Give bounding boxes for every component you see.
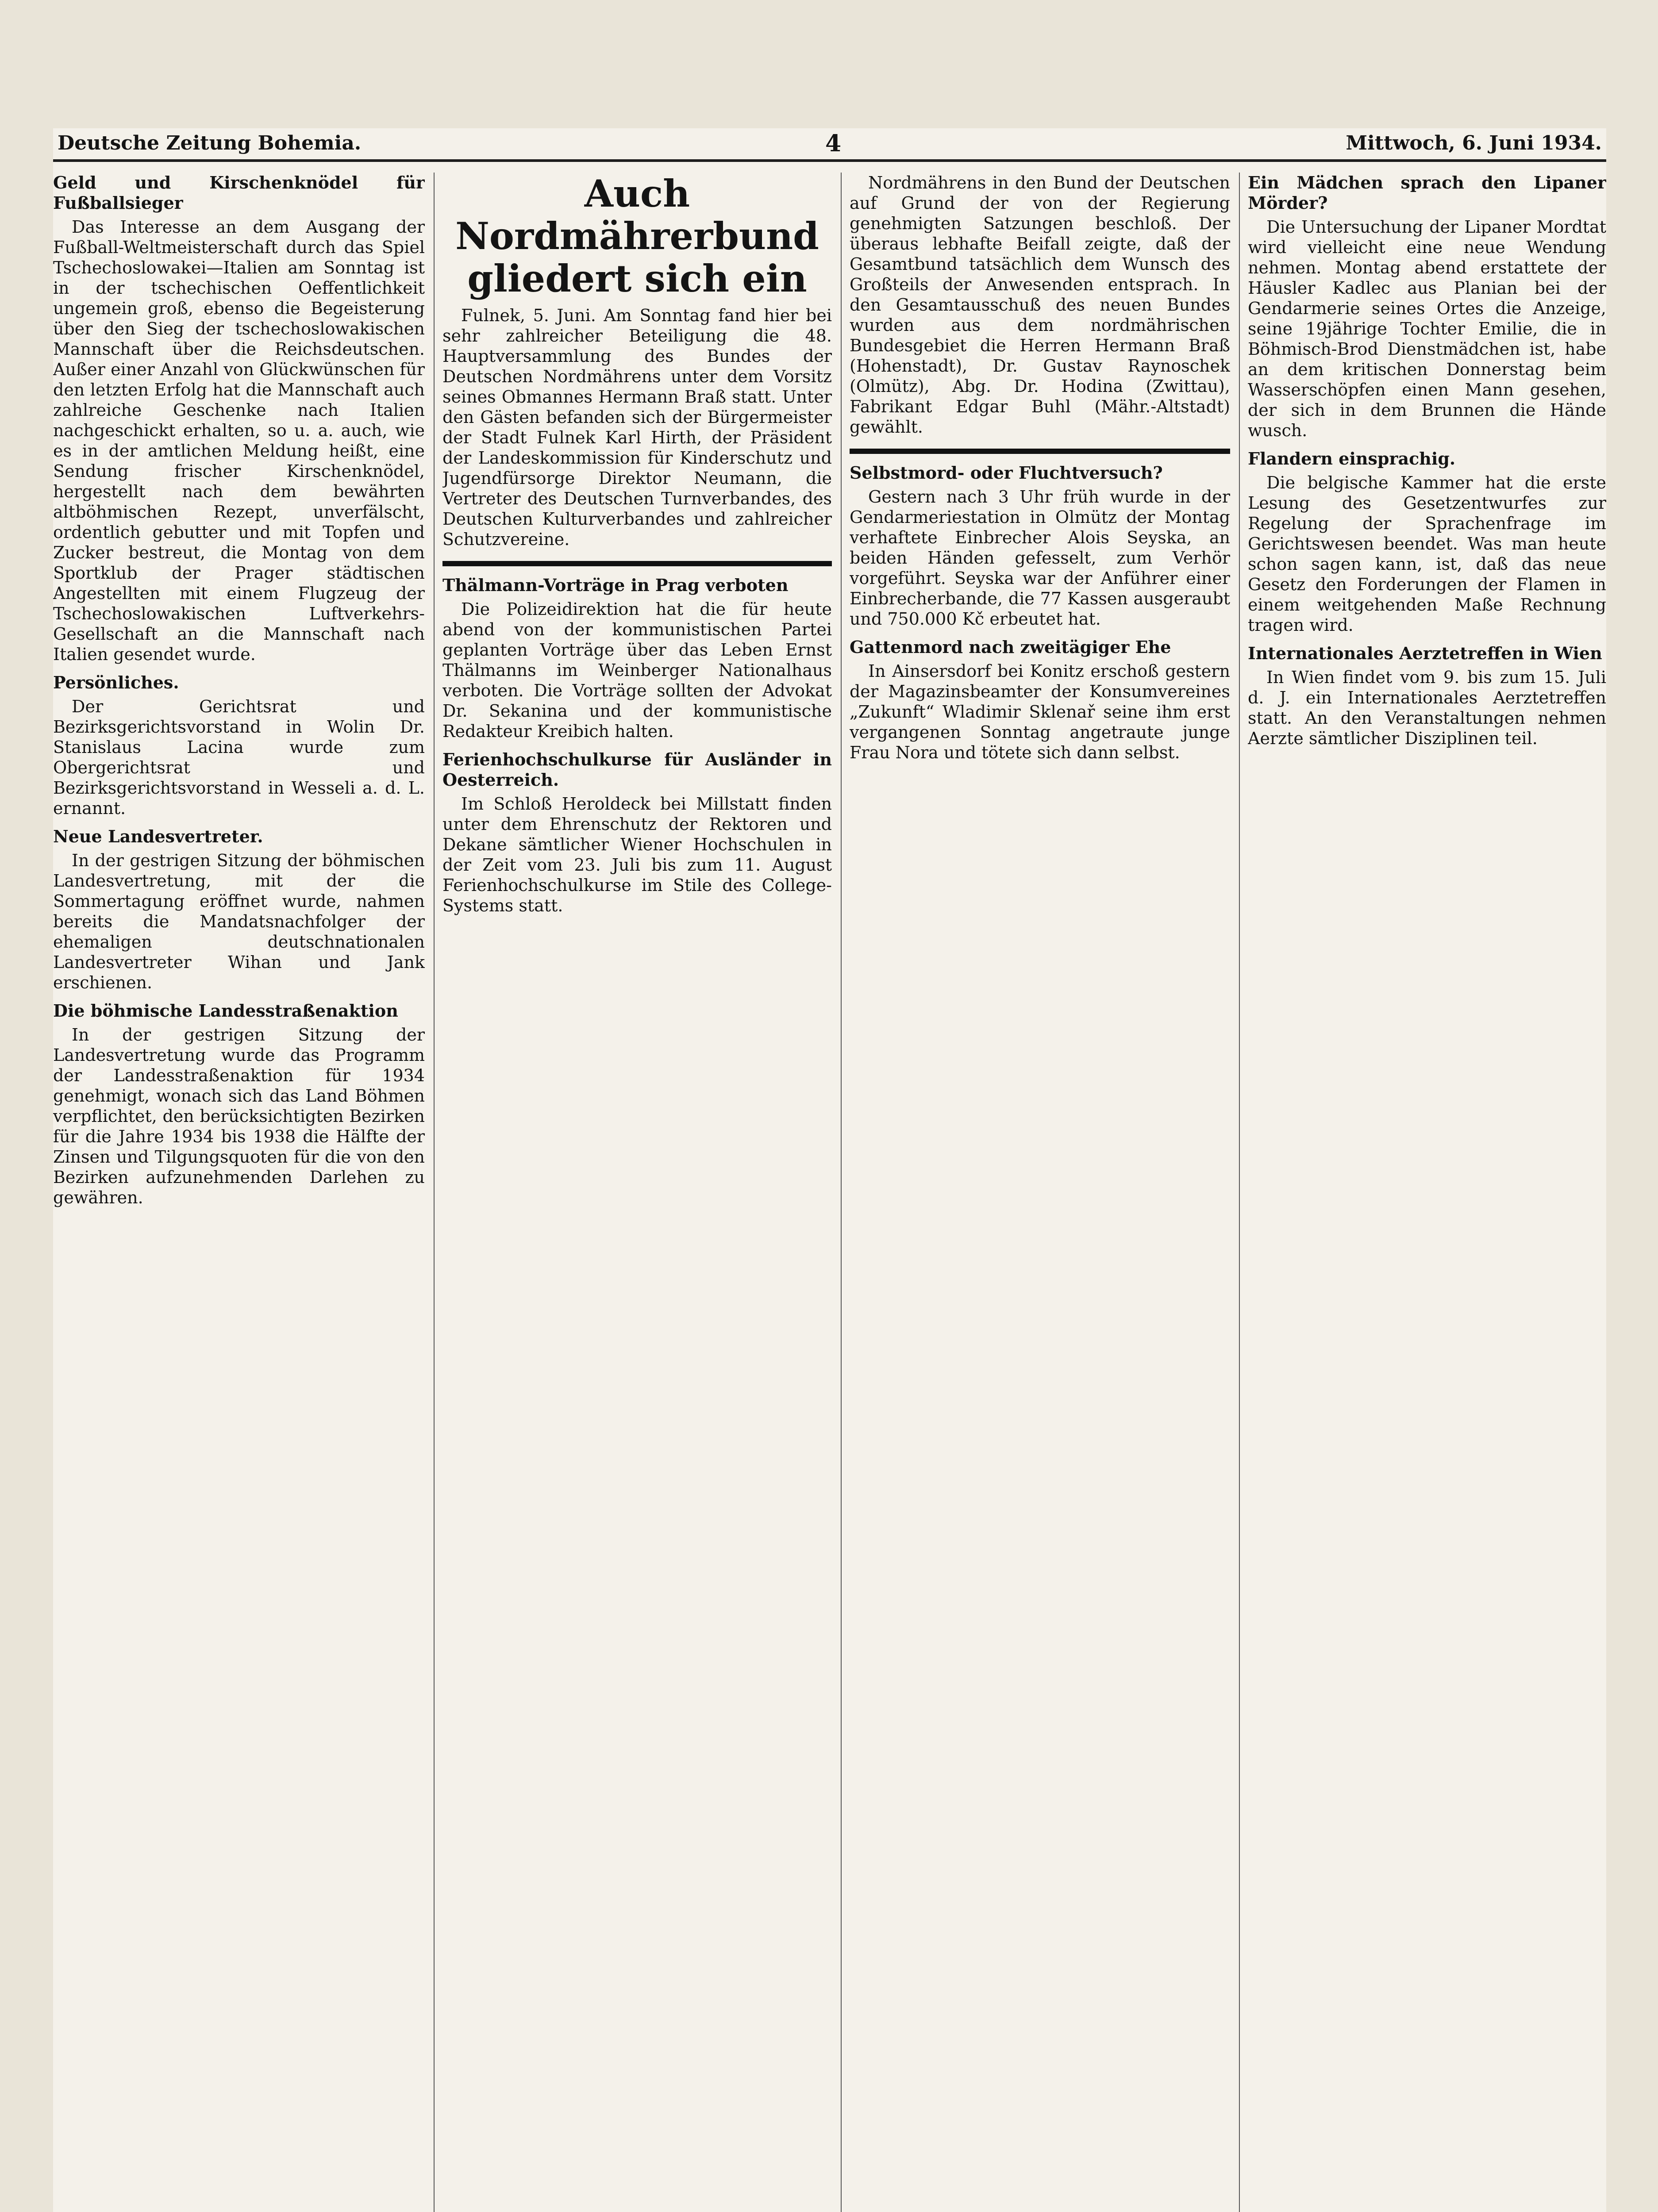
article-heading: Flandern einsprachig. [1248, 449, 1456, 469]
article-heading: Gattenmord nach zweitägiger Ehe [850, 637, 1171, 657]
article-body: Im Schloß Heroldeck bei Millstatt finden unter dem Ehrenschutz der Rektoren und Dekane sämtlicher Wiener Hochschulen in der Zeit vom 23. Juli bis zum 11. August Ferienhochschulkurse im Stile des College-Systems statt. [442, 794, 832, 915]
column-4 [1248, 173, 1606, 2212]
article-body: In der gestrigen Sitzung der Landesvertretung wurde das Programm der Landesstraßenaktion für 1934 genehmigt, wonach sich das Land Böhmen verpflichtet, den berücksichtigten Bezirken für die Jahre 1934 bis 1938 die Hälfte der Zinsen und Tilgungsquoten für die von den Bezirken aufzunehmenden Darlehen zu gewähren. [53, 1025, 425, 1207]
article-heading: Geld und Kirschenknödel für Fußballsieger [53, 173, 425, 213]
article-body: Die Untersuchung der Lipaner Mordtat wird vielleicht eine neue Wendung nehmen. Montag abend erstattete der Häusler Kadlec aus Planian bei der Gendarmerie seines Ortes die Anzeige, seine 19jährige Tochter Emilie, die in Böhmisch-Brod Dienstmädchen ist, habe an dem kritischen Donnerstag beim Wasserschöpfen einen Mann gesehen, der sich in dem Brunnen die Hände wusch. [1248, 217, 1606, 440]
column-rule [434, 173, 435, 2212]
newspaper-page [53, 128, 1606, 2212]
article-heading: Internationales Aerztetreffen in Wien [1248, 643, 1602, 663]
article-body: Der Gerichtsrat und Bezirksgerichtsvorstand in Wolin Dr. Stanislaus Lacina wurde zum Obergerichtsrat und Bezirksgerichtsvorstand in Wesseli a. d. L. ernannt. [53, 697, 425, 818]
section-divider [442, 561, 832, 566]
column-rule [841, 173, 842, 2212]
article-heading: Die böhmische Landesstraßenaktion [53, 1001, 398, 1021]
article-heading: Thälmann-Vorträge in Prag verboten [442, 575, 789, 595]
article-heading: Selbstmord- oder Fluchtversuch? [850, 463, 1163, 483]
column-1 [53, 173, 425, 2212]
article-body: In der gestrigen Sitzung der böhmischen Landesvertretung, mit der die Sommertagung eröffnet wurde, nahmen bereits die Mandatsnachfolger der ehemaligen deutschnationalen Landesvertreter Wihan und Jank erschienen. [53, 851, 425, 992]
column-rule [1239, 173, 1240, 2212]
column-3 [850, 173, 1230, 2212]
article-heading: Neue Landesvertreter. [53, 826, 263, 846]
page-number: 4 [825, 130, 842, 157]
paper-title: Deutsche Zeitung Bohemia. [58, 132, 362, 154]
section-divider [850, 449, 1230, 454]
article-heading: Ein Mädchen sprach den Lipaner Mörder? [1248, 173, 1606, 213]
article-body: Fulnek, 5. Juni. Am Sonntag fand hier bei sehr zahlreicher Beteiligung die 48. Hauptversammlung des Bundes der Deutschen Nordmährens unter dem Vorsitz seines Obmannes Hermann Braß statt. Unter den Gästen befanden sich der Bürgermeister der Stadt Fulnek Karl Hirth, der Präsident der Landeskommission für Kinderschutz und Jugendfürsorge Direktor Neumann, die Vertreter des Deutschen Turnverbandes, des Deutschen Kulturverbandes und zahlreicher Schutzvereine. [442, 306, 832, 549]
article-body: Das Interesse an dem Ausgang der Fußball-Weltmeisterschaft durch das Spiel Tschechoslowakei—Italien am Sonntag ist in der tschechischen Oeffentlichkeit ungemein groß, ebenso die Begeisterung über den Sieg der tschechoslowakischen Mannschaft über die Reichsdeutschen. Außer einer Anzahl von Glückwünschen für den letzten Erfolg hat die Mannschaft auch zahlreiche Geschenke nach Italien nachgeschickt erhalten, so u. a. auch, wie es in der amtlichen Meldung heißt, eine Sendung frischer Kirschenknödel, hergestellt nach dem bewährten altböhmischen Rezept, unverfälscht, ordentlich gebutter und mit Topfen und Zucker bestreut, die Montag von dem Sportklub der Prager städtischen Angestellten mit einem Flugzeug der Tschechoslowakischen Luftverkehrs-Gesellschaft an die Mannschaft nach Italien gesendet wurde. [53, 217, 425, 664]
column-2 [442, 173, 832, 2212]
article-body: Die Polizeidirektion hat die für heute abend von der kommunistischen Partei geplanten Vorträge über das Leben Ernst Thälmanns im Weinberger Nationalhaus verboten. Die Vorträge sollten der Advokat Dr. Sekanina und der kommunistische Redakteur Kreibich halten. [442, 599, 832, 741]
masthead [53, 128, 1606, 162]
article-body: Gestern nach 3 Uhr früh wurde in der Gendarmeriestation in Olmütz der Montag verhaftete Einbrecher Alois Seyska, an beiden Händen gefesselt, zum Verhör vorgeführt. Seyska war der Anführer einer Einbrecherbande, die 77 Kassen ausgeraubt und 750.000 Kč erbeutet hat. [850, 487, 1230, 629]
article-heading: Persönliches. [53, 672, 179, 692]
article-body: Die belgische Kammer hat die erste Lesung des Gesetzentwurfes zur Regelung der Sprachenfrage im Gerichtswesen beendet. Was man heute schon sagen kann, ist, daß das neue Gesetz den Forderungen der Flamen in einem weitgehenden Maße Rechnung tragen wird. [1248, 473, 1606, 635]
article-body: Nordmährens in den Bund der Deutschen auf Grund der von der Regierung genehmigten Satzungen beschloß. Der überaus lebhafte Beifall zeigte, daß der Gesamtbund tatsächlich dem Wunsch des Großteils der Anwesenden entsprach. In den Gesamtausschuß des neuen Bundes wurden aus dem nordmährischen Bundesgebiet die Herren Hermann Braß (Hohenstadt), Dr. Gustav Raynoschek (Olmütz), Abg. Dr. Hodina (Zwittau), Fabrikant Edgar Buhl (Mähr.-Altstadt) gewählt. [850, 173, 1230, 437]
article-body: In Wien findet vom 9. bis zum 15. Juli d. J. ein Internationales Aerztetreffen statt. An den Veranstaltungen nehmen Aerzte sämtlicher Disziplinen teil. [1248, 668, 1606, 748]
issue-date: Mittwoch, 6. Juni 1934. [1346, 132, 1602, 154]
article-body: In Ainsersdorf bei Konitz erschoß gestern der Magazinsbeamter der Konsumvereines „Zukunft“ Wladimir Sklenař seine ihm erst vergangenen Sonntag angetraute junge Frau Nora und tötete sich dann selbst. [850, 661, 1230, 762]
article-heading: Ferienhochschulkurse für Ausländer in Oesterreich. [442, 749, 832, 790]
main-headline: Auch Nordmährerbund gliedert sich ein [455, 173, 819, 300]
